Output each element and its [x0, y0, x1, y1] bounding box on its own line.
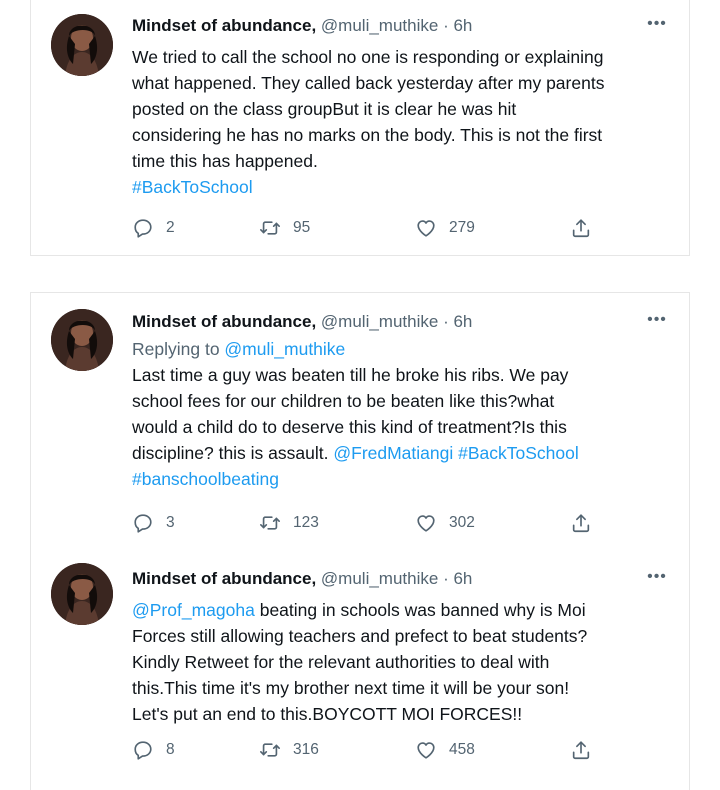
replying-to-handle[interactable]: @muli_muthike: [224, 339, 346, 359]
tweet-text-line: considering he has no marks on the body. This is not the first: [132, 125, 603, 145]
retweet-button[interactable]: [259, 215, 310, 241]
reply-button[interactable]: [132, 215, 175, 241]
avatar[interactable]: [51, 563, 113, 625]
replying-to: [132, 336, 669, 362]
user-handle[interactable]: @muli_muthike: [320, 569, 439, 588]
display-name[interactable]: Mindset of abundance,: [132, 16, 317, 35]
like-count: 302: [449, 514, 475, 531]
share-icon: [570, 512, 592, 534]
tweet-text: [132, 44, 669, 200]
tweet-header: [132, 310, 669, 334]
tweet-text-line: posted on the class groupBut it is clear he was hit: [132, 99, 517, 119]
hashtag-link[interactable]: #BackToSchool: [132, 177, 253, 197]
retweet-count: 316: [293, 741, 319, 758]
tweet-panel-top: [30, 0, 690, 256]
share-button[interactable]: [570, 215, 592, 241]
reply-button[interactable]: [132, 737, 175, 763]
tweet-actions: [132, 215, 669, 241]
retweet-icon: [259, 217, 281, 239]
like-button[interactable]: [415, 737, 475, 763]
like-button[interactable]: [415, 510, 475, 536]
share-button[interactable]: [570, 510, 592, 536]
retweet-button[interactable]: [259, 737, 319, 763]
tweet-header: [132, 14, 669, 38]
more-icon[interactable]: •••: [647, 311, 667, 328]
reply-button[interactable]: [132, 510, 175, 536]
avatar[interactable]: [51, 309, 113, 371]
user-handle[interactable]: @muli_muthike: [320, 16, 439, 35]
tweet-text-line: beating in schools was banned why is Moi: [254, 600, 586, 620]
share-icon: [570, 739, 592, 761]
timestamp[interactable]: · 6h: [443, 312, 473, 331]
share-button[interactable]: [570, 737, 592, 763]
user-handle[interactable]: @muli_muthike: [320, 312, 439, 331]
tweet-header: [132, 567, 669, 591]
timestamp[interactable]: · 6h: [443, 569, 473, 588]
tweet-text-line: would a child do to deserve this kind of treatment?Is this: [132, 417, 567, 437]
retweet-icon: [259, 739, 281, 761]
heart-icon: [415, 512, 437, 534]
reply-count: 3: [166, 514, 175, 531]
tweet-text-line: Last time a guy was beaten till he broke his ribs. We pay: [132, 365, 569, 385]
mention-link[interactable]: @Prof_magoha: [132, 600, 255, 620]
tweet-text-line: school fees for our children to be beaten like this?what: [132, 391, 555, 411]
more-icon[interactable]: •••: [647, 568, 667, 585]
retweet-count: 95: [293, 219, 311, 236]
tweet-text-line: this.This time it's my brother next time it will be your son!: [132, 678, 570, 698]
display-name[interactable]: Mindset of abundance,: [132, 569, 317, 588]
tweet-text: [132, 362, 669, 492]
like-count: 279: [449, 219, 475, 236]
like-button[interactable]: [415, 215, 475, 241]
avatar[interactable]: [51, 14, 113, 76]
tweet-text-line: Kindly Retweet for the relevant authorities to deal with: [132, 652, 550, 672]
reply-count: 2: [166, 219, 175, 236]
like-count: 458: [449, 741, 475, 758]
tweet-actions: [132, 737, 669, 763]
tweet-text-line: time this has happened.: [132, 151, 318, 171]
tweet-panel-bottom: [30, 292, 690, 790]
tweet-text-line: Let's put an end to this.BOYCOTT MOI FORCES!!: [132, 704, 523, 724]
reply-count: 8: [166, 741, 175, 758]
retweet-count: 123: [293, 514, 319, 531]
tweet-text-line: what happened. They called back yesterday after my parents: [132, 73, 605, 93]
reply-icon: [132, 739, 154, 761]
share-icon: [570, 217, 592, 239]
retweet-button[interactable]: [259, 510, 319, 536]
heart-icon: [415, 739, 437, 761]
more-icon[interactable]: •••: [647, 15, 667, 32]
heart-icon: [415, 217, 437, 239]
tweet-text-line: discipline? this is assault.: [132, 443, 334, 463]
tweet-text: [132, 597, 669, 727]
tweet-actions: [132, 510, 669, 536]
mention-link[interactable]: @FredMatiangi: [333, 443, 454, 463]
replying-to-label: Replying to: [132, 339, 225, 359]
display-name[interactable]: Mindset of abundance,: [132, 312, 317, 331]
timestamp[interactable]: · 6h: [443, 16, 473, 35]
hashtag-link[interactable]: #BackToSchool: [458, 443, 579, 463]
tweet-text-line: Forces still allowing teachers and prefect to beat students?: [132, 626, 588, 646]
reply-icon: [132, 512, 154, 534]
tweet-text-line: We tried to call the school no one is responding or explaining: [132, 47, 604, 67]
hashtag-link[interactable]: #banschoolbeating: [132, 469, 279, 489]
retweet-icon: [259, 512, 281, 534]
reply-icon: [132, 217, 154, 239]
